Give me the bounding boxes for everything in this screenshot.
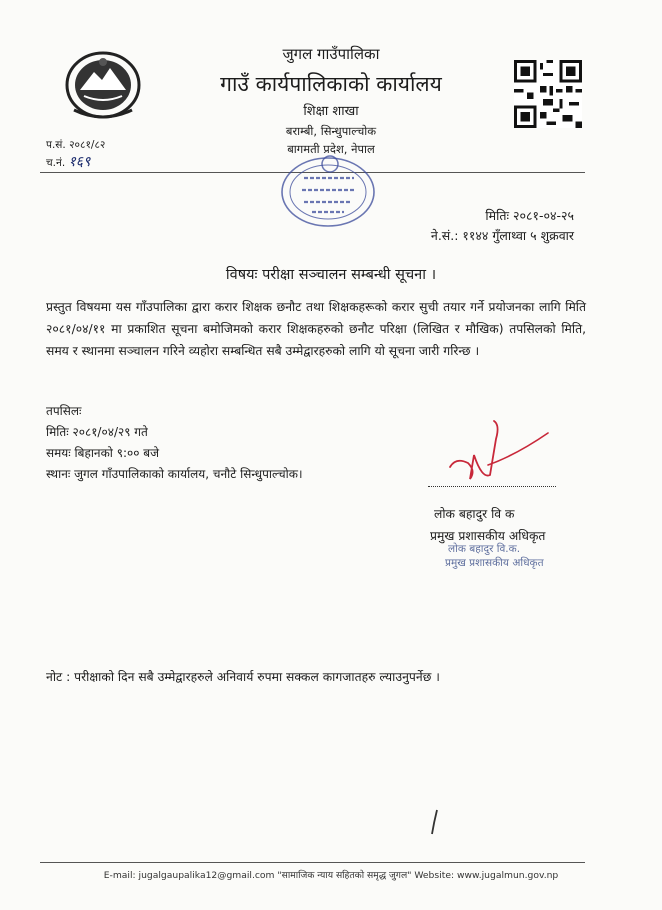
exam-time: समयः बिहानको ९:०० बजे: [46, 446, 160, 460]
signature-line: [428, 486, 556, 487]
section-name: शिक्षा शाखा: [303, 104, 359, 119]
nepal-sambat-date: ने.सं.: ११४४ गुँलाथ्वा ५ शुक्रवार: [430, 228, 574, 243]
dispatch-label: च.नं.: [46, 157, 66, 169]
letter-date: मितिः २०८१-०४-२५: [485, 208, 574, 223]
signatory-title: प्रमुख प्रशासकीय अधिकृत: [430, 529, 546, 543]
exam-place: स्थानः जुगल गाँउपालिकाको कार्यालय, चनौटे सिन्धुपाल्चोक।: [46, 467, 303, 481]
signatory-stamp-title: प्रमुख प्रशासकीय अधिकृत: [445, 557, 544, 569]
schedule-details: [46, 401, 303, 485]
exam-date: मितिः २०८१/०४/२९ गते: [46, 425, 148, 439]
address-line-2: बागमती प्रदेश, नेपाल: [287, 142, 375, 156]
office-stamp-icon: [270, 150, 380, 230]
notice-note: नोट : परीक्षाको दिन सबै उम्मेद्वारहरुले अनिवार्य रुपमा सक्कल कागजातहरु ल्याउनुपर्नेछ ।: [46, 670, 440, 684]
reference-number: प.सं. २०८१/८२: [46, 139, 106, 151]
municipality-name: जुगल गाउँपालिका: [282, 45, 380, 63]
notice-body: प्रस्तुत विषयमा यस गाँउपालिका द्वारा करार शिक्षक छनौट तथा शिक्षकहरूको करार सुची तयार गर्ने प्रयोजनका लागि मिति २०८१/०४/११ मा प्रकाशित सूचना बमोजिमको करार शिक्षकहरुको छनौट परिक्षा (लिखित र मौखिक) तपसिलको मिति, समय र स्थानमा सञ्चालन गरिने व्यहोरा सम्बन्धित सबै उम्मेद्वारहरुको लागि यो सूचना जारी गरिन्छ ।: [46, 300, 586, 358]
footer-contact: E-mail: jugalgaupalika12@gmail.com "सामाजिक न्याय सहितको समृद्ध जुगल" Website: www.jugalmun.gov.np: [103, 870, 559, 881]
signatory-stamp-name: लोक बहादुर वि.क.: [448, 543, 521, 555]
address-line-1: बराम्बी, सिन्धुपाल्चोक: [285, 124, 377, 138]
pen-mark-icon: [428, 808, 442, 836]
dispatch-value: १६९: [68, 154, 91, 170]
footer-divider: [40, 862, 585, 863]
dispatch-number: [46, 152, 90, 171]
subject-line: विषयः परीक्षा सञ्चालन सम्बन्धी सूचना ।: [225, 267, 437, 283]
details-heading: तपसिलः: [46, 404, 82, 418]
signature-icon: [430, 415, 560, 495]
signatory-name: लोक बहादुर वि क: [434, 507, 515, 521]
office-name: गाउँ कार्यपालिकाको कार्यालय: [220, 72, 442, 96]
